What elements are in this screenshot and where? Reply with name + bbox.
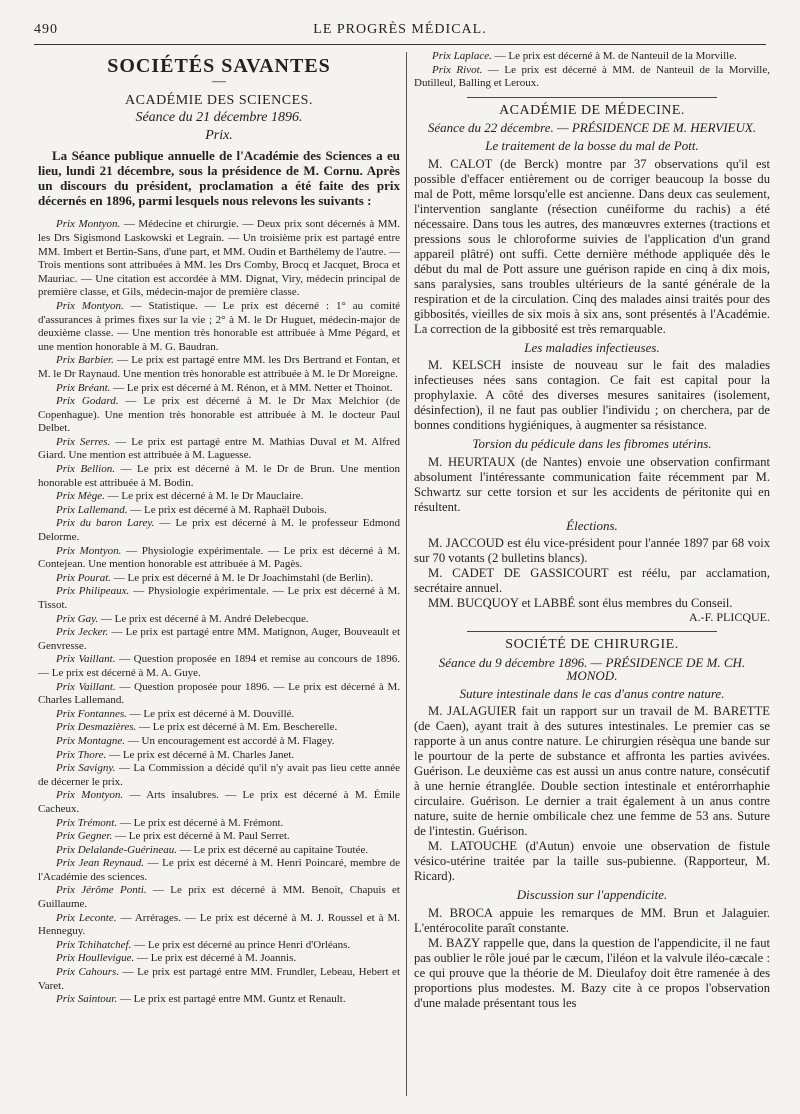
prize-entry — [38, 490, 400, 504]
prize-name: Prix Laplace. — [432, 50, 492, 62]
article-paragraph: M. BROCA appuie les remarques de MM. Brun et Jalaguier. L'entérocolite paraît constante. — [414, 905, 770, 935]
prize-name: Prix Mège. — [56, 490, 105, 503]
prize-text: — Question proposée en 1894 et remise au concours de 1896. — Le prix est décerné à M. A. Guye. — [38, 653, 401, 679]
article-title: Les maladies infectieuses. — [524, 339, 660, 355]
prize-entry — [38, 653, 400, 680]
heading-dash: — — [212, 73, 226, 89]
prize-name: Prix Serres. — [56, 435, 111, 448]
academy-title: ACADÉMIE DE MÉDECINE. — [499, 102, 685, 118]
prize-entry — [38, 735, 400, 749]
prize-entry — [38, 993, 400, 1007]
prize-text: — Le prix est décerné à M. le professeur Edmond Delorme. — [38, 517, 400, 544]
prize-entry — [38, 585, 400, 612]
prize-name: Prix Tchihatchef. — [56, 938, 132, 951]
article-title: Torsion du pédicule dans les fibromes utérins. — [472, 436, 712, 452]
prize-text: — Le prix est décerné à M. Rénon, et à MM. Netter et Thoinot. — [113, 381, 393, 394]
article-title: Le traitement de la bosse du mal de Pott. — [485, 137, 699, 153]
prize-entry — [38, 830, 400, 844]
prize-text: — Le prix est décerné à M. le Dr de Brun. Une mention honorable est attribuée à M. Bodin. — [38, 463, 400, 489]
prize-name: Prix Savigny. — [56, 762, 116, 775]
academy-title: ACADÉMIE DES SCIENCES. — [125, 92, 313, 108]
left-column — [38, 50, 400, 1007]
prize-name: Prix Pourat. — [56, 571, 111, 584]
prize-text: — Le prix est décerné à MM. de Nanteuil de la Morville, Dutilleul, Balling et Leroux. — [414, 63, 770, 90]
separator — [467, 97, 716, 98]
prize-entry — [38, 626, 400, 653]
prize-entry — [38, 952, 400, 966]
prize-entry — [38, 884, 400, 911]
prize-entry — [38, 382, 400, 396]
prize-text: — Le prix est décerné au capitaine Toutée. — [179, 843, 369, 856]
prize-text: — Le prix est décerné à M. Douvillé. — [129, 707, 295, 720]
prize-entry — [38, 939, 400, 953]
prize-entry — [38, 844, 400, 858]
election-paragraph: M. CADET DE GASSICOURT est réélu, par acclamation, secrétaire annuel. — [414, 566, 770, 596]
prize-name: Prix Bellion. — [56, 463, 115, 476]
prize-text: — Le prix est partagé entre MM. Frundler, Lebeau, Hebert et Varet. — [38, 966, 400, 992]
prize-name: Prix Godard. — [56, 395, 119, 408]
prize-entry — [38, 545, 400, 572]
prize-text: — Le prix est décerné à M. le Dr Max Melchior (de Copenhague). Une mention très honorable est attribuée à M. le docteur Paul Delbet. — [38, 395, 400, 435]
prize-entry — [414, 64, 770, 91]
session-date: Séance du 21 décembre 1896. — [135, 110, 303, 126]
prize-name: Prix Desmazières. — [56, 721, 137, 734]
prize-text: — Arrérages. — Le prix est décerné à M. J. Roussel et à M. Henneguy. — [38, 911, 400, 938]
prize-name: Prix Cahours. — [56, 966, 120, 979]
prize-name: Prix Philipeaux. — [56, 585, 130, 598]
prize-entry — [38, 749, 400, 763]
prize-name: Prix Montyon. — [56, 789, 124, 802]
prize-entry — [38, 613, 400, 627]
prize-text: — Physiologie expérimentale. — Le prix est décerné à M. Tissot. — [38, 585, 401, 611]
prize-list-continued — [414, 50, 770, 91]
prize-name: Prix Montyon. — [56, 218, 121, 231]
prize-entry — [38, 218, 400, 300]
prize-text: — Le prix est partagé entre MM. les Drs Bertrand et Fontan, et M. le Dr Raynaud. Une mention très honorable est attribuée à M. le Dr Moreigne. — [38, 354, 400, 380]
prize-name: Prix Jean Reynaud. — [56, 857, 145, 870]
prize-name: Prix Jecker. — [56, 626, 109, 639]
article-paragraph: M. CALOT (de Berck) montre par 37 observations qu'il est possible d'effacer entièrement ou de corriger beaucoup la bosse du mal de Pott, même lorsqu'elle est ancienne. Dans deux cas seulement, l'intervention sanglante (résection cunéiforme du rachis) a été nécessaire. Dans tous les autres, des manœuvres externes (tractions et pressions sous le chloroforme suivies de l'application d'un grand appareil plâtré) ont suffi. Cette dernière méthode appliquée dès le début du mal de Pott assure une guérison rapide en cinq à dix mois, sans paralysies, sans troubles ultérieurs de la santé générale de la respiration et de la circulation. Cinq des malades ainsi traités pour des gibbosités, vieilles de six mois à six ans, sont présentés à l'Académie. La correction de la gibbosité est très remarquable. — [414, 156, 770, 336]
section-heading: SOCIÉTÉS SAVANTES — [107, 55, 331, 77]
prize-name: Prix Thore. — [56, 748, 107, 761]
prize-text: — La Commission a décidé qu'il n'y avait pas lieu cette année de décerner le prix. — [38, 762, 401, 788]
prize-name: Prix Saintour. — [56, 993, 118, 1006]
article-paragraph: M. JALAGUIER fait un rapport sur un travail de M. BARETTE (de Caen), ayant trait à des sutures intestinales. Le premier cas se rapporte à un anus contre nature. Le chirurgien résèqua une bande sur le pourtour de la perte de substance et affronta les parties avivées. Guérison. Le deuxième cas est aussi un anus contre nature, consécutif à une hernie étranglée. Double section intestinale et entérorrhaphie circulaire. Guérison. Le dernier a trait également à un anus contre nature, suite de hernie ombilicale chez une femme de 53 ans. Suture de l'intestin. Guérison. — [414, 704, 770, 839]
header-rule — [34, 44, 766, 45]
prize-text: — Le prix est décerné à M. Raphaël Dubois. — [130, 503, 327, 516]
prize-text: — Le prix est décerné à M. Joannis. — [136, 952, 297, 965]
article-paragraph: M. BAZY rappelle que, dans la question de l'appendicite, il ne faut pas oublier le rôle joué par le cæcum, l'iléon et la valvule iléo-cæcale : ce qui prouve que la théorie de M. Dieulafoy doit être ramenée à des proportions plus modestes. M. Bazy cite à ce propos l'observation d'une malade présentant tous les — [414, 935, 770, 1010]
prize-entry — [38, 436, 400, 463]
prize-name: Prix Montyon. — [56, 544, 122, 557]
prize-entry — [38, 721, 400, 735]
prize-entry — [38, 354, 400, 381]
prize-entry — [38, 517, 400, 544]
prize-text: — Statistique. — Le prix est décerné : 1° au comité d'assurances à primes fixes sur la vie ; 2° à M. le Dr Huguet, médecin-major de deuxième classe. — Une mention très honorable est attribuée à Mme Pégard, et une mention honorable à M. G. Baudran. — [38, 299, 401, 353]
prize-entry — [38, 463, 400, 490]
prize-name: Prix Vaillant. — [56, 653, 116, 666]
prize-entry — [38, 300, 400, 354]
prize-text: — Le prix est partagé entre MM. Matignon, Auger, Bouveault et Genvresse. — [38, 626, 400, 652]
prize-text: — Le prix est partagé entre M. Mathias Duval et M. Alfred Giard. Une mention est attribuée à M. Laguesse. — [38, 435, 401, 462]
prize-entry — [414, 50, 770, 64]
intro-paragraph: La Séance publique annuelle de l'Académie des Sciences a eu lieu, lundi 21 décembre, sous la présidence de M. Cornu. Après un discours du président, proclamation a été faite des prix décernés en 1896, parmi lesquels nous relevons les suivants : — [38, 148, 400, 209]
prize-text: — Le prix est décerné au prince Henri d'Orléans. — [134, 938, 351, 951]
prize-text: — Le prix est décerné à M. André Delebecque. — [100, 612, 309, 625]
prize-entry — [38, 762, 400, 789]
prize-text: — Un encouragement est accordé à M. Flagey. — [127, 734, 335, 747]
prize-name: Prix Barbier. — [56, 354, 114, 367]
prize-name: Prix Delalande-Guérineau. — [56, 843, 177, 856]
session-date: Séance du 9 décembre 1896. — PRÉSIDENCE DE M. CH. MONOD. — [438, 654, 746, 684]
prize-text: — Le prix est décerné à M. Frémont. — [119, 816, 284, 829]
prize-entry — [38, 817, 400, 831]
prize-name: Prix Trémont. — [56, 816, 118, 829]
prize-entry — [38, 504, 400, 518]
prize-name: Prix Bréant. — [56, 381, 111, 394]
session-date: Séance du 22 décembre. — PRÉSIDENCE DE M. HERVIEUX. — [427, 120, 757, 136]
prize-name: Prix Montyon. — [56, 299, 124, 312]
prize-text: — Le prix est décerné à M. le Dr Joachimstahl (de Berlin). — [113, 571, 374, 584]
prize-text: — Le prix est décerné à M. de Nanteuil de la Morville. — [494, 50, 737, 62]
prize-entry — [38, 395, 400, 436]
prize-entry — [38, 681, 400, 708]
article-title: Discussion sur l'appendicite. — [516, 887, 668, 903]
article-paragraph: M. HEURTAUX (de Nantes) envoie une observation confirmant absolument l'intéressante communication faite récemment par M. Schwartz sur cette torsion et sur les accidents de péritonite qui en résultent. — [414, 454, 770, 514]
prize-text: — Le prix est partagé entre MM. Guntz et Renault. — [119, 993, 346, 1006]
prize-entry — [38, 912, 400, 939]
society-title: SOCIÉTÉ DE CHIRURGIE. — [505, 636, 679, 652]
prize-entry — [38, 708, 400, 722]
prize-name: Prix Jérôme Ponti. — [56, 884, 147, 897]
article-title: Suture intestinale dans le cas d'anus contre nature. — [459, 685, 725, 701]
prize-name: Prix du baron Larey. — [56, 517, 155, 530]
prize-name: Prix Houllevigue. — [56, 952, 135, 965]
signature: A.-F. PLICQUE. — [688, 610, 770, 625]
prize-text: — Le prix est décerné à MM. Benoit, Chapuis et Guillaume. — [38, 884, 400, 911]
prize-entry — [38, 789, 400, 816]
prize-list — [38, 218, 400, 1006]
prize-name: Prix Vaillant. — [56, 680, 116, 693]
prize-name: Prix Montagne. — [56, 734, 126, 747]
prize-entry — [38, 857, 400, 884]
prize-name: Prix Rivot. — [432, 63, 483, 76]
prize-entry — [38, 572, 400, 586]
article-paragraph: M. LATOUCHE (d'Autun) envoie une observation de fistule vésico-utérine traitée par la taille sus-pubienne. (Rapporteur, M. Ricard). — [414, 839, 770, 884]
prize-text: — Le prix est décerné à M. Em. Bescherelle. — [139, 721, 338, 734]
journal-title: LE PROGRÈS MÉDICAL. — [313, 22, 487, 37]
prize-text: — Arts insalubres. — Le prix est décerné à M. Émile Cacheux. — [38, 789, 400, 815]
prize-text: — Question proposée pour 1896. — Le prix est décerné à M. Charles Lallemand. — [38, 680, 400, 707]
prize-name: Prix Lallemand. — [56, 503, 128, 516]
article-title: Élections. — [566, 517, 618, 533]
prize-name: Prix Gegner. — [56, 830, 113, 843]
prize-text: — Le prix est décerné à M. Paul Serret. — [114, 830, 290, 843]
prize-name: Prix Fontannes. — [56, 707, 127, 720]
column-divider — [406, 52, 407, 1096]
article-paragraph: M. KELSCH insiste de nouveau sur le fait des maladies infectieuses nées sans contagion. Ce fait est capital pour la prophylaxie. A côté des diverses mesures sanitaires (isolement, désinfection), il ne faut pas oublier l'individu ; on cherchera, par de bonnes conditions hygiéniques, à augmenter sa résistance. — [414, 358, 770, 433]
subsection-title: Prix. — [205, 127, 233, 143]
election-paragraph: M. JACCOUD est élu vice-président pour l'année 1897 par 68 voix sur 70 votants (2 bulletins blancs). — [414, 536, 770, 566]
prize-entry — [38, 966, 400, 993]
prize-text: — Médecine et chirurgie. — Deux prix sont décernés à MM. les Drs Sigismond Laskowski et Legrain. — Un troisième prix est partagé entre MM. Imbert et Bertin-Sans, d'une part, et MM. Oudin et Barthélemy de l'autre. — Trois mentions sont attribuées à MM. les Drs Comby, Brocq et Jacquet, Broca et Mauriac. — Une citation est accordée à MM. Dignat, Viry, médecin principal de première classe, et Gils, médecin-major de première classe. — [38, 218, 401, 299]
page-number: 490 — [34, 22, 58, 37]
right-column — [414, 50, 770, 1011]
prize-name: Prix Leconte. — [56, 911, 117, 924]
separator — [467, 631, 716, 632]
prize-text: — Physiologie expérimentale. — Le prix est décerné à M. Contejean. Une mention honorable est attribuée à M. Pagès. — [38, 544, 400, 571]
election-paragraph: MM. BUCQUOY et LABBÉ sont élus membres du Conseil. — [428, 596, 733, 611]
running-header — [34, 22, 766, 42]
prize-text: — Le prix est décerné à M. le Dr Mauclaire. — [107, 490, 304, 503]
prize-text: — Le prix est décerné à M. Charles Janet. — [109, 748, 295, 761]
prize-text: — Le prix est décerné à M. Henri Poincaré, membre de l'Académie des sciences. — [38, 857, 400, 883]
prize-name: Prix Gay. — [56, 612, 99, 625]
